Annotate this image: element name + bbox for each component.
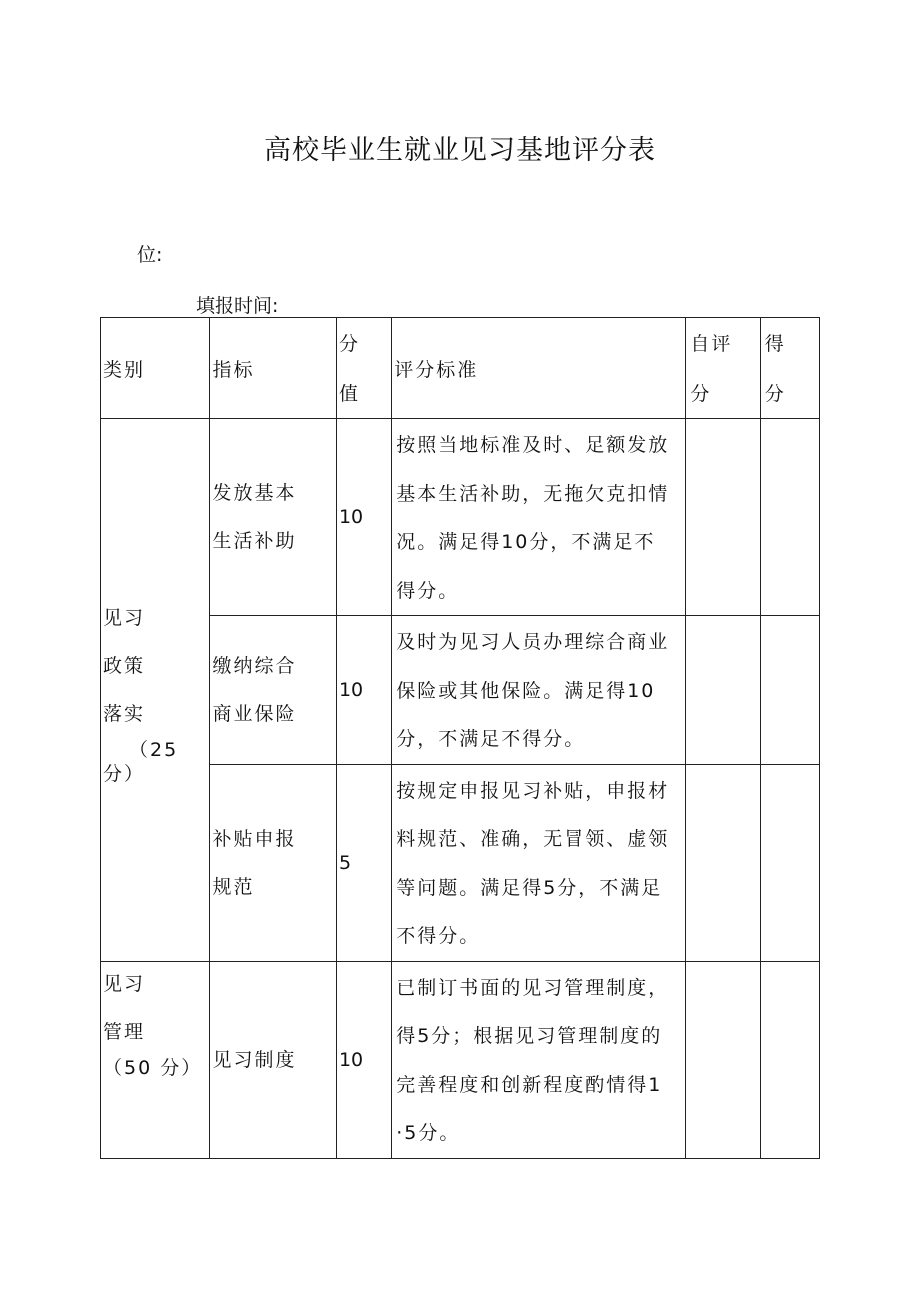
final-score-cell[interactable] [760, 764, 819, 961]
criteria-cell [392, 419, 686, 616]
criteria-line: ·5分。 [396, 1122, 461, 1144]
indicator-line: 缴纳综合 [212, 654, 297, 677]
criteria-line: 等问题。满足得5分，不满足 [396, 876, 663, 899]
criteria-line: 保险或其他保险。满足得10 [396, 679, 656, 702]
unit-label: 位: [137, 244, 163, 266]
score-table [100, 317, 820, 1159]
category-line: 管理 [103, 1020, 146, 1043]
final-score-cell[interactable] [760, 419, 819, 616]
category-points-unit: 分） [103, 762, 146, 785]
category-line: 政策 [103, 654, 146, 677]
indicator-line: 补贴申报 [212, 827, 297, 850]
criteria-cell [392, 616, 686, 765]
table-row [101, 961, 820, 1158]
category-line: 见习 [103, 606, 146, 629]
final-score-cell[interactable] [760, 961, 819, 1158]
indicator-cell [210, 616, 337, 765]
category-cell [101, 961, 210, 1158]
header-self-score [686, 318, 760, 419]
header-score-line2: 值 [338, 383, 360, 405]
header-category-text: 类别 [103, 358, 146, 381]
header-row [101, 318, 820, 419]
criteria-line: 按照当地标准及时、足额发放 [396, 434, 670, 456]
final-score-cell[interactable] [760, 616, 819, 765]
criteria-line: 分，不满足不得分。 [396, 728, 586, 750]
criteria-line: 已制订书面的见习管理制度， [396, 976, 670, 999]
criteria-line: 得分。 [396, 579, 460, 602]
header-final-line2: 分 [764, 383, 786, 405]
criteria-line: 基本生活补助，无拖欠克扣情 [396, 482, 670, 505]
fill-time-label: 填报时间: [196, 295, 279, 317]
category-points: （25 [129, 738, 179, 761]
indicator-line: 商业保险 [212, 702, 297, 725]
self-score-cell[interactable] [686, 961, 760, 1158]
category-cell [101, 419, 210, 962]
criteria-line: 不得分。 [396, 925, 481, 947]
criteria-line: 况。满足得10分，不满足不 [396, 531, 656, 553]
header-self-line1: 自评 [690, 333, 733, 355]
indicator-line: 见习制度 [212, 1048, 297, 1071]
criteria-cell [392, 764, 686, 961]
header-self-line2: 分 [690, 383, 712, 405]
header-criteria-text: 评分标准 [394, 358, 479, 381]
indicator-cell [210, 419, 337, 616]
document-title: 高校毕业生就业见习基地评分表 [264, 135, 656, 166]
score-value: 5 [336, 764, 391, 961]
score-value: 10 [336, 616, 391, 765]
score-value: 10 [336, 961, 391, 1158]
header-final-line1: 得 [764, 333, 786, 355]
self-score-cell[interactable] [686, 616, 760, 765]
criteria-line: 料规范、准确，无冒领、虚领 [396, 828, 670, 850]
header-score-line1: 分 [338, 333, 360, 355]
indicator-line: 规范 [212, 875, 255, 898]
category-line: 见习 [103, 972, 146, 995]
indicator-line: 发放基本 [212, 482, 297, 504]
indicator-cell [210, 961, 337, 1158]
indicator-line: 生活补助 [212, 530, 297, 552]
header-score [336, 318, 391, 419]
criteria-cell [392, 961, 686, 1158]
category-points: （50 [103, 1056, 153, 1079]
self-score-cell[interactable] [686, 764, 760, 961]
score-value: 10 [336, 419, 391, 616]
table-row [101, 419, 820, 616]
criteria-line: 及时为见习人员办理综合商业 [396, 631, 670, 653]
self-score-cell[interactable] [686, 419, 760, 616]
criteria-line: 得5分；根据见习管理制度的 [396, 1025, 663, 1047]
criteria-line: 完善程度和创新程度酌情得1 [396, 1073, 663, 1096]
category-line: 落实 [103, 702, 146, 725]
indicator-cell [210, 764, 337, 961]
header-indicator [210, 318, 337, 419]
criteria-line: 按规定申报见习补贴，申报材 [396, 779, 670, 802]
header-final-score [760, 318, 819, 419]
header-criteria [392, 318, 686, 419]
category-points-unit: 分） [160, 1056, 203, 1079]
header-category [101, 318, 210, 419]
header-indicator-text: 指标 [212, 358, 255, 381]
